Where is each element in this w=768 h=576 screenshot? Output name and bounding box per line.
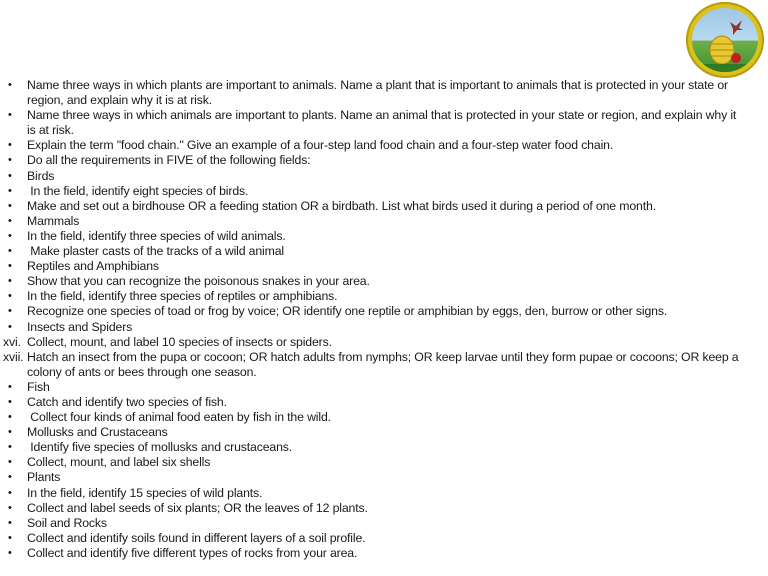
roman-numeral-marker: xvii. (3, 349, 24, 364)
requirement-text: Make and set out a birdhouse OR a feeding station OR a birdbath. List what birds used it during a period of one month. (27, 198, 656, 213)
requirement-text: Insects and Spiders (27, 319, 133, 334)
requirement-item (0, 184, 768, 199)
bullet-icon: • (8, 441, 12, 454)
requirement-item (0, 546, 768, 561)
requirement-item (0, 486, 768, 501)
bullet-icon: • (8, 154, 12, 167)
bullet-icon: • (8, 516, 12, 529)
requirement-item (0, 516, 768, 531)
bullet-icon: • (8, 184, 12, 197)
requirement-item (0, 455, 768, 470)
bullet-icon: • (8, 275, 12, 288)
requirement-text: Name three ways in which plants are important to animals. Name a plant that is important to animals that is protected in your state or region, and explain why it is at risk. (27, 78, 732, 108)
beehive-and-bird-icon (692, 8, 758, 72)
requirement-text: In the field, identify three species of wild animals. (27, 228, 286, 243)
requirement-text: Birds (27, 168, 55, 183)
requirement-text: Show that you can recognize the poisonous snakes in your area. (27, 274, 370, 289)
requirement-text: Hatch an insect from the pupa or cocoon; OR hatch adults from nymphs; OR keep larvae until they form pupae or cocoons; OR keep a colony of ants or bees through one season. (27, 349, 742, 379)
bullet-icon: • (8, 501, 12, 514)
requirements-list (0, 78, 768, 561)
requirement-text: Mammals (27, 213, 80, 228)
requirement-text: Collect four kinds of animal food eaten by fish in the wild. (27, 410, 331, 425)
requirement-text: Soil and Rocks (27, 515, 107, 530)
requirement-item (0, 244, 768, 259)
requirement-item (0, 320, 768, 335)
requirement-text: Reptiles and Amphibians (27, 259, 159, 274)
bullet-icon: • (8, 380, 12, 393)
requirement-item (0, 425, 768, 440)
requirement-text: Collect and identify five different types of rocks from your area. (27, 545, 358, 560)
bullet-icon: • (8, 79, 12, 91)
requirement-item (0, 214, 768, 229)
badge-scene (692, 8, 758, 72)
bullet-icon: • (8, 214, 12, 227)
requirement-text: Do all the requirements in FIVE of the following fields: (27, 153, 311, 168)
requirement-item (0, 169, 768, 184)
requirement-item (0, 335, 768, 350)
requirement-item (0, 395, 768, 410)
bullet-icon: • (8, 139, 12, 152)
roman-numeral-marker: xvi. (3, 334, 21, 349)
requirement-item (0, 199, 768, 214)
requirement-item (0, 304, 768, 319)
bullet-icon: • (8, 305, 12, 318)
bullet-icon: • (8, 486, 12, 499)
bullet-icon: • (8, 471, 12, 484)
requirement-item (0, 289, 768, 304)
bullet-icon: • (8, 320, 12, 333)
requirement-text: Collect and label seeds of six plants; OR the leaves of 12 plants. (27, 500, 368, 515)
requirement-text: Make plaster casts of the tracks of a wild animal (27, 244, 285, 259)
requirement-text: Fish (27, 379, 50, 394)
requirement-text: Collect, mount, and label 10 species of insects or spiders. (27, 334, 332, 349)
requirement-text: Plants (27, 470, 61, 485)
requirement-text: Recognize one species of toad or frog by voice; OR identify one reptile or amphibian by eggs, den, burrow or other signs. (27, 304, 668, 319)
bullet-icon: • (8, 199, 12, 212)
bullet-icon: • (8, 456, 12, 469)
nature-merit-badge (686, 2, 764, 78)
requirement-item (0, 350, 768, 380)
bullet-icon: • (8, 531, 12, 544)
requirement-item (0, 410, 768, 425)
requirement-text: Identify five species of mollusks and crustaceans. (27, 440, 293, 455)
requirement-text: Collect, mount, and label six shells (27, 455, 211, 470)
requirement-item (0, 138, 768, 153)
requirement-text: Collect and identify soils found in different layers of a soil profile. (27, 530, 366, 545)
requirement-text: In the field, identify eight species of birds. (27, 183, 249, 198)
requirement-text: In the field, identify three species of reptiles or amphibians. (27, 289, 338, 304)
bullet-icon: • (8, 169, 12, 182)
requirement-item (0, 274, 768, 289)
bullet-icon: • (8, 290, 12, 303)
requirement-item (0, 470, 768, 485)
requirement-text: In the field, identify 15 species of wild plants. (27, 485, 263, 500)
bullet-icon: • (8, 229, 12, 242)
requirement-text: Name three ways in which animals are important to plants. Name an animal that is protected in your state or region, and explain why it is at risk. (27, 108, 740, 138)
bullet-icon: • (8, 426, 12, 439)
bullet-icon: • (8, 245, 12, 258)
bullet-icon: • (8, 411, 12, 424)
bullet-icon: • (8, 395, 12, 408)
requirement-item (0, 531, 768, 546)
requirement-item (0, 78, 768, 108)
requirement-text: Explain the term "food chain." Give an example of a four-step land food chain and a four-step water food chain. (27, 138, 614, 153)
requirement-text: Mollusks and Crustaceans (27, 425, 168, 440)
requirement-item (0, 229, 768, 244)
requirement-item (0, 501, 768, 516)
requirement-item (0, 108, 768, 138)
requirement-item (0, 153, 768, 168)
requirement-item (0, 380, 768, 395)
requirement-item (0, 259, 768, 274)
bullet-icon: • (8, 546, 12, 559)
requirement-item (0, 440, 768, 455)
bullet-icon: • (8, 260, 12, 273)
bullet-icon: • (8, 109, 12, 122)
requirement-text: Catch and identify two species of fish. (27, 394, 227, 409)
